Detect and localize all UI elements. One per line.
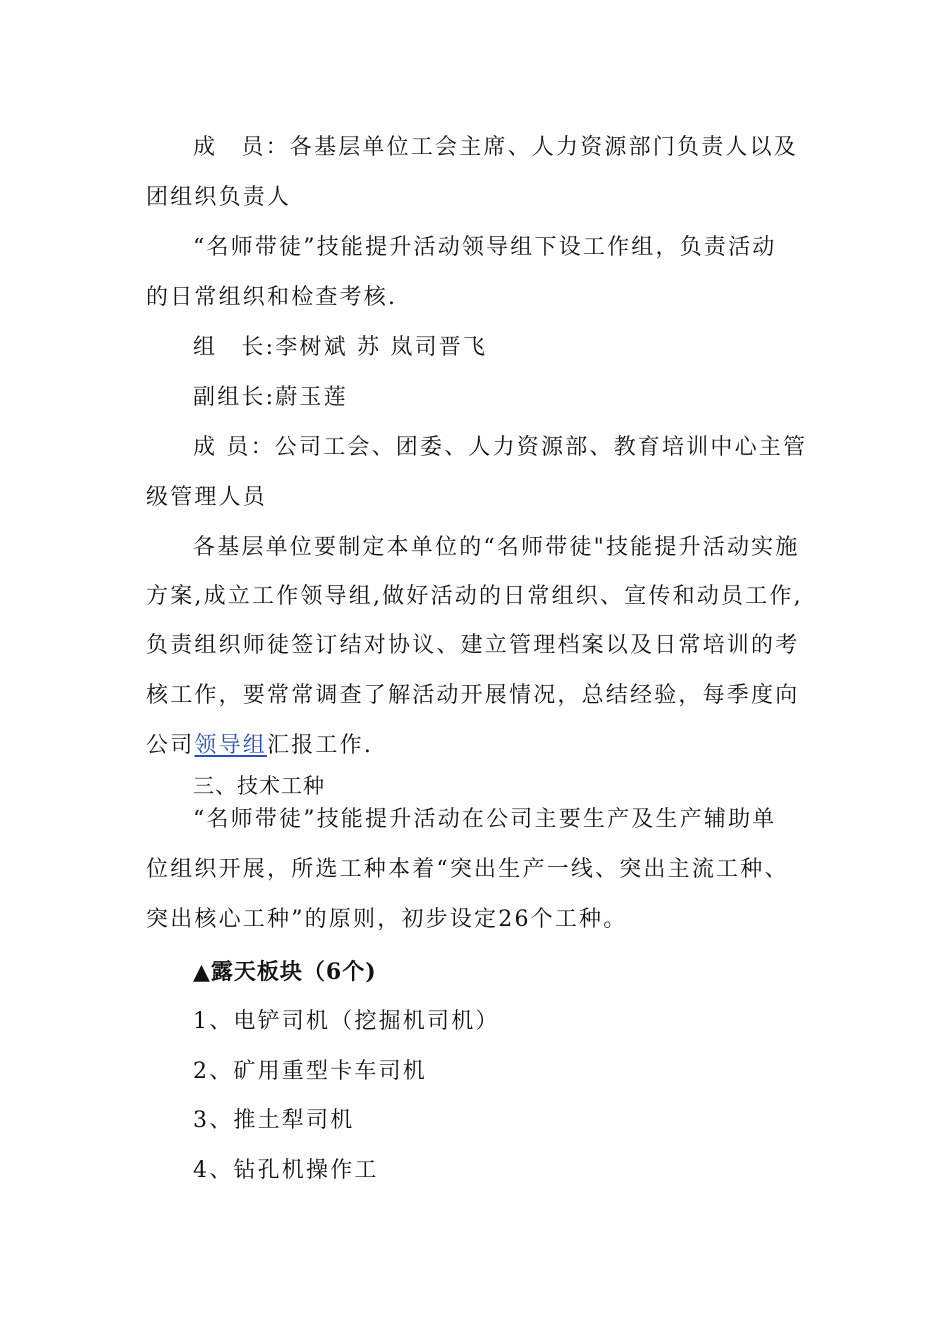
section-line: “名师带徒”技能提升活动在公司主要生产及生产辅助单 [193,807,777,832]
report-prefix: 公司 [146,733,195,758]
paragraph-line: 成 员：各基层单位工会主席、人力资源部门负责人以及 [193,135,799,160]
leadership-group-link[interactable]: 领导组 [194,733,268,758]
paragraph-line: 级管理人员 [146,485,268,510]
section-line: 位组织开展，所选工种本着“突出生产一线、突出主流工种、 [146,857,789,882]
report-line [146,731,806,761]
paragraph-line: 组 长:李树斌 苏 岚司晋飞 [193,335,488,360]
list-item: 4、钻孔机操作工 [193,1158,379,1183]
list-item: 2、矿用重型卡车司机 [193,1059,427,1084]
paragraph-line: 团组织负责人 [146,185,292,210]
paragraph-line: 副组长:蔚玉莲 [193,385,348,410]
list-item: 1、电铲司机（挖掘机司机） [193,1009,500,1034]
paragraph-line: 核工作，要常常调查了解活动开展情况，总结经验，每季度向 [146,683,800,708]
paragraph-line: 负责组织师徒签订结对协议、建立管理档案以及日常培训的考 [146,633,800,658]
paragraph-line: “名师带徒”技能提升活动领导组下设工作组，负责活动 [193,235,777,260]
report-suffix: 汇报工作. [267,733,374,758]
paragraph-line: 各基层单位要制定本单位的“名师带徒"技能提升活动实施 [193,535,800,560]
paragraph-line: 成 员：公司工会、团委、人力资源部、教育培训中心主管 [193,435,808,460]
paragraph-line: 的日常组织和检查考核. [146,285,398,310]
subheading: ▲露天板块（6个) [193,959,377,985]
paragraph-line: 方案,成立工作领导组,做好活动的日常组织、宣传和动员工作, [146,584,803,609]
list-item: 3、推土犁司机 [193,1108,355,1133]
section-heading: 三、技术工种 [193,774,325,798]
section-line: 突出核心工种”的原则，初步设定26个工种。 [146,907,628,932]
